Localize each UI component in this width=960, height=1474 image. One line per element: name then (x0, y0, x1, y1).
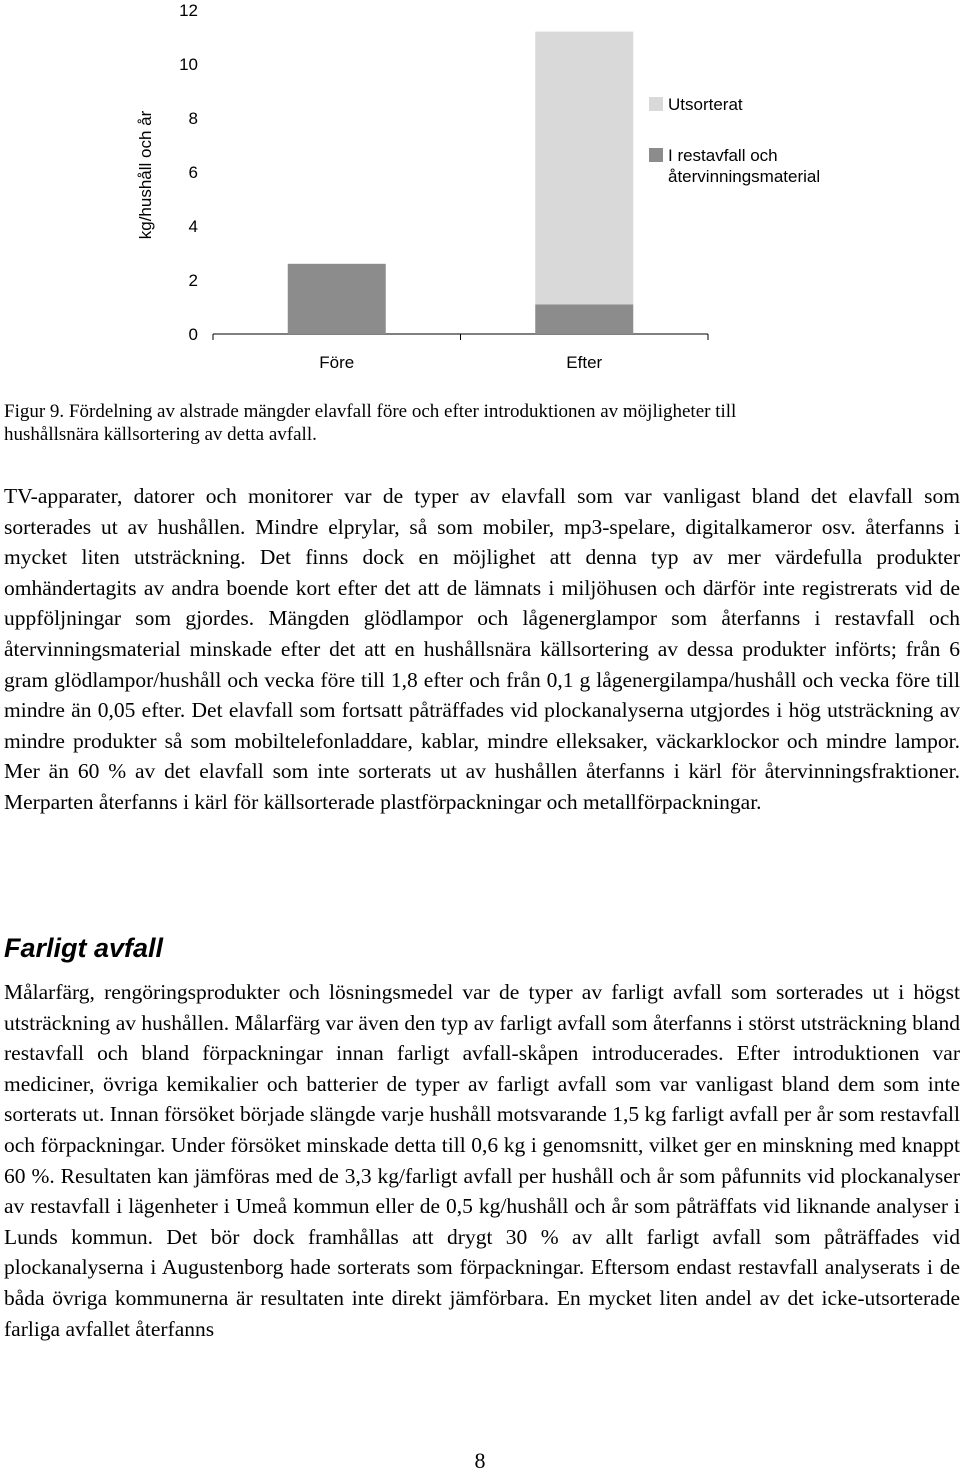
bar-restavfall-1 (535, 304, 633, 334)
y-tick-label: 0 (188, 325, 198, 344)
body-paragraph-2: Målarfärg, rengöringsprodukter och lösningsmedel var de typer av farligt avfall som sorterades ut i högst utsträckning av hushållen. Målarfärg var även den typ av farligt avfall som återfanns i störst utsträckning bland restavfall och bland förpackningar innan farligt avfall-skåpen introducerades. Efter introduktionen var mediciner, övriga kemikalier och batterier de typer av farligt avfall som var vanligast bland dem som inte sorterats ut. Innan försöket började slängde varje hushåll motsvarande 1,5 kg farligt avfall per år som restavfall och förpackningar. Under försöket minskade detta till 0,6 kg i genomsnitt, vilket ger en minskning med knappt 60 %. Resultaten kan jämföras med de 3,3 kg/farligt avfall per hushåll och år som påfunnits vid plockanalyser av restavfall i lägenheter i Umeå kommun eller de 0,5 kg/hushåll och år som påträffats vid liknande analyser i Lunds kommun. Det bör dock framhållas att drygt 30 % av allt farligt avfall som påträffades vid plockanalyserna i Augustenborg hade sorterats som förpackningar. Eftersom endast restavfall analyserats i de båda övriga kommunerna är resultaten inte direkt jämförbara. En mycket liten andel av det icke-utsorterade farliga avfallet återfanns (4, 980, 960, 1341)
x-axis-ticks (213, 334, 708, 340)
stacked-bar-chart (0, 0, 960, 380)
x-tick-label: Efter (566, 353, 603, 372)
y-tick-label: 8 (188, 109, 198, 128)
y-tick-label: 6 (188, 163, 198, 182)
bar-group (288, 32, 634, 334)
y-axis-label: kg/hushåll och år (136, 110, 155, 240)
caption-line-1: Figur 9. Fördelning av alstrade mängder elavfall före och efter introduktionen av möjligheter till (4, 401, 737, 422)
section-heading: Farligt avfall (4, 933, 164, 963)
y-tick-label: 4 (188, 217, 198, 236)
caption-line-2: hushållsnära källsortering av detta avfall. (4, 424, 317, 445)
legend-swatch-utsorterat (649, 97, 663, 111)
x-tick-labels (319, 353, 602, 372)
legend-label-restavfall-line2: återvinningsmaterial (668, 167, 821, 186)
y-tick-label: 2 (188, 271, 198, 290)
bar-utsorterat-1 (535, 32, 633, 305)
y-tick-labels (179, 1, 198, 344)
y-tick-label: 10 (179, 55, 198, 74)
figure-caption (4, 400, 954, 446)
x-tick-label: Före (319, 353, 355, 372)
bar-restavfall-0 (288, 264, 386, 334)
page-number: 8 (474, 1448, 486, 1473)
y-tick-label: 12 (179, 1, 198, 20)
body-paragraph-1: TV-apparater, datorer och monitorer var de typer av elavfall som var vanligast bland det elavfall som sorterades ut av hushållen. Mindre elprylar, så som mobiler, mp3-spelare, digitalkameror osv. återfanns i mycket liten utsträckning. Det finns dock en möjlighet att denna typ av mer värdefulla produkter omhändertagits av andra boende kort efter det att de lämnats i miljöhusen och därför inte registrerats vid de uppföljningar som gjordes. Mängden glödlampor och lågenerglampor som återfanns i restavfall och återvinningsmaterial minskade efter det att en hushållsnära källsortering av dessa produkter införts; från 6 gram glödlampor/hushåll och vecka före till 1,8 efter och från 0,1 g lågenergilampa/hushåll och vecka före till mindre än 0,05 efter. Det elavfall som fortsatt påträffades vid plockanalyserna utgjordes i hög utsträckning av mindre produkter så som mobiltelefonladdare, kablar, mindre elleksaker, väckarklockor och mindre lampor. Mer än 60 % av det elavfall som inte sorterats ut av hushållen återfanns i kärl för återvinningsfraktioner. Merparten återfanns i kärl för källsorterade plastförpackningar och metallförpackningar. (4, 484, 960, 814)
legend-label-utsorterat: Utsorterat (668, 95, 743, 114)
legend-label-restavfall-line1: I restavfall och (668, 146, 778, 165)
legend-swatch-restavfall (649, 148, 663, 162)
